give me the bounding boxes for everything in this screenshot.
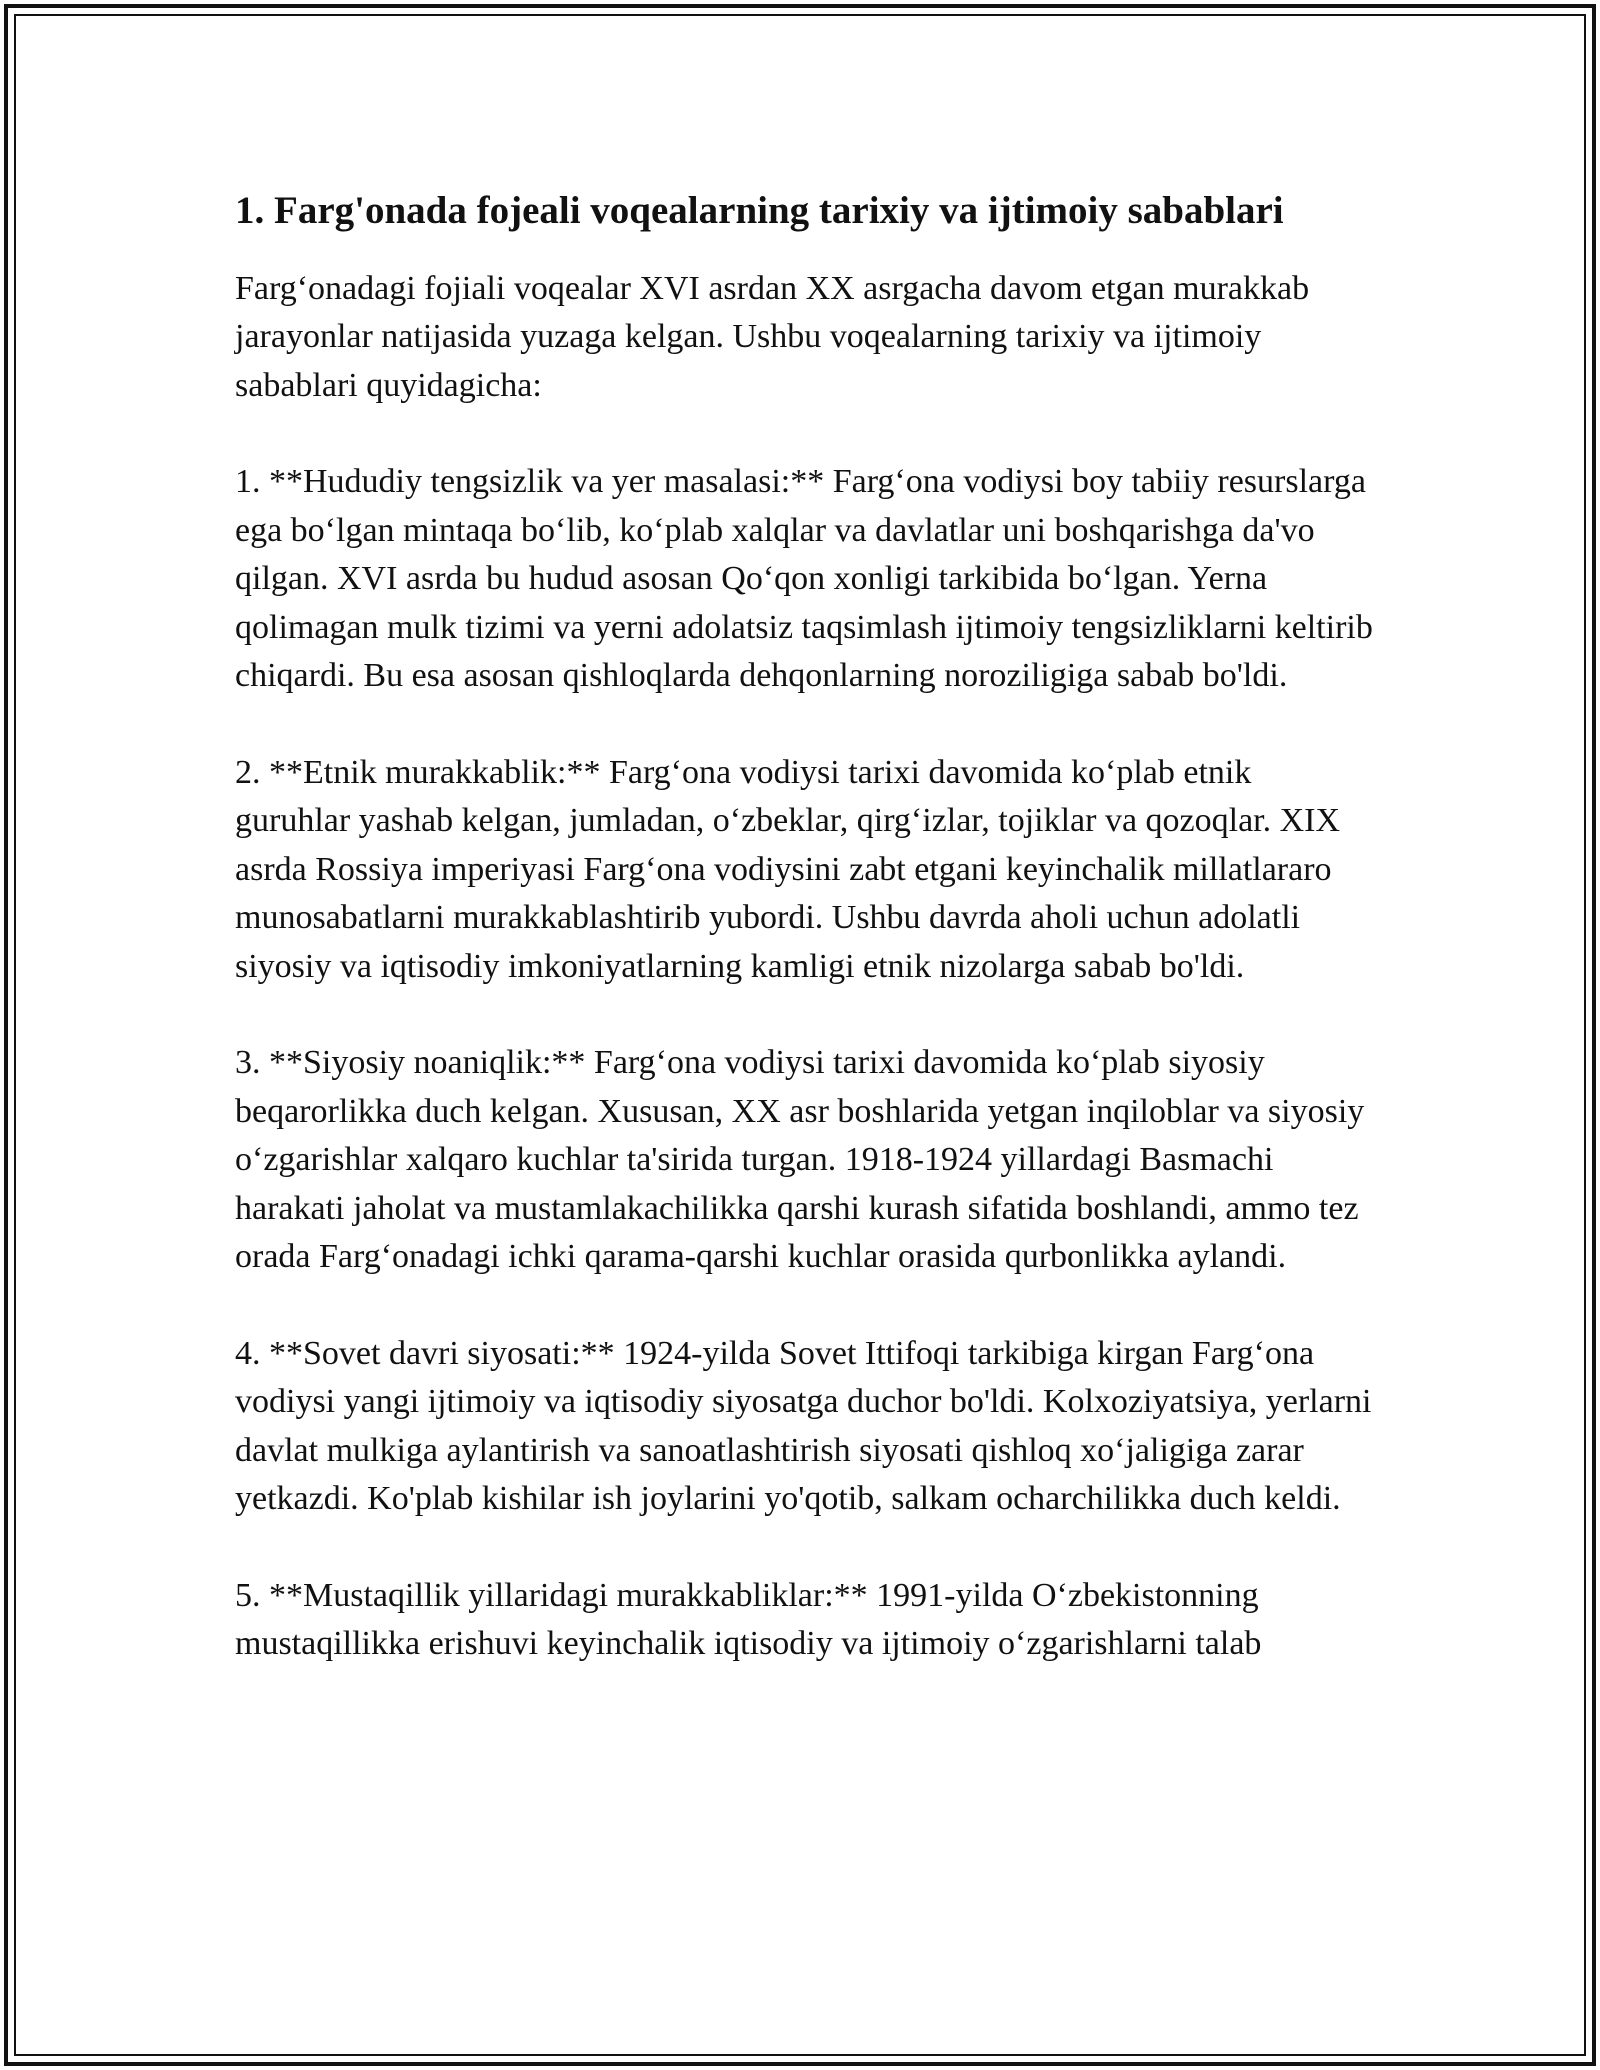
- intro-paragraph: Farg‘onadagi fojiali voqealar XVI asrdan XX asrgacha davom etgan murakkab jarayonlar natijasida yuzaga kelgan. Ushbu voqealarning tarixiy va ijtimoiy sabablari quyidagicha:: [235, 269, 1310, 404]
- section-heading: 1. Farg'onada fojeali voqealarning tarixiy va ijtimoiy sabablari: [235, 189, 1284, 232]
- paragraph-independence-complexities: 5. **Mustaqillik yillaridagi murakkabliklar:** 1991-yilda O‘zbekistonning mustaqillikka erishuvi keyinchalik iqtisodiy va ijtimoiy o‘zgarishlarni talab: [235, 1576, 1262, 1663]
- paragraph-soviet-policy: 4. **Sovet davri siyosati:** 1924-yilda Sovet Ittifoqi tarkibiga kirgan Farg‘ona vodiysi yangi ijtimoiy va iqtisodiy siyosatga duchor bo'ldi. Kolxoziyatsiya, yerlarni davlat mulkiga aylantirish va sanoatlashtirish siyosati qishloq xo‘jaligiga zarar yetkazdi. Ko'plab kishilar ish joylarini yo'qotib, salkam ocharchilikka duch keldi.: [235, 1334, 1372, 1518]
- paragraph-territorial-inequality: 1. **Hududiy tengsizlik va yer masalasi:** Farg‘ona vodiysi boy tabiiy resurslarga ega bo‘lgan mintaqa bo‘lib, ko‘plab xalqlar va davlatlar uni boshqarishga da'vo qilgan. XVI asrda bu hudud asosan Qo‘qon xonligi tarkibida bo‘lgan. Yerna qolimagan mulk tizimi va yerni adolatsiz taqsimlash ijtimoiy tengsizliklarni keltirib chiqardi. Bu esa asosan qishloqlarda dehqonlarning noroziligiga sabab bo'ldi.: [235, 463, 1373, 695]
- paragraph-ethnic-complexity: 2. **Etnik murakkablik:** Farg‘ona vodiysi tarixi davomida ko‘plab etnik guruhlar yashab kelgan, jumladan, o‘zbeklar, qirg‘izlar, tojiklar va qozoqlar. XIX asrda Rossiya imperiyasi Farg‘ona vodiysini zabt etgani keyinchalik millatlararo munosabatlarni murakkablashtirib yubordi. Ushbu davrda aholi uchun adolatli siyosiy va iqtisodiy imkoniyatlarning kamligi etnik nizolarga sabab bo'ldi.: [235, 753, 1341, 985]
- document-body: [235, 186, 1375, 1717]
- paragraph-political-uncertainty: 3. **Siyosiy noaniqlik:** Farg‘ona vodiysi tarixi davomida ko‘plab siyosiy beqarorlikka duch kelgan. Xususan, XX asr boshlarida yetgan inqiloblar va siyosiy o‘zgarishlar xalqaro kuchlar ta'sirida turgan. 1918-1924 yillardagi Basmachi harakati jaholat va mustamlakachilikka qarshi kurash sifatida boshlandi, ammo tez orada Farg‘onadagi ichki qarama-qarshi kuchlar orasida qurbonlikka aylandi.: [235, 1044, 1365, 1276]
